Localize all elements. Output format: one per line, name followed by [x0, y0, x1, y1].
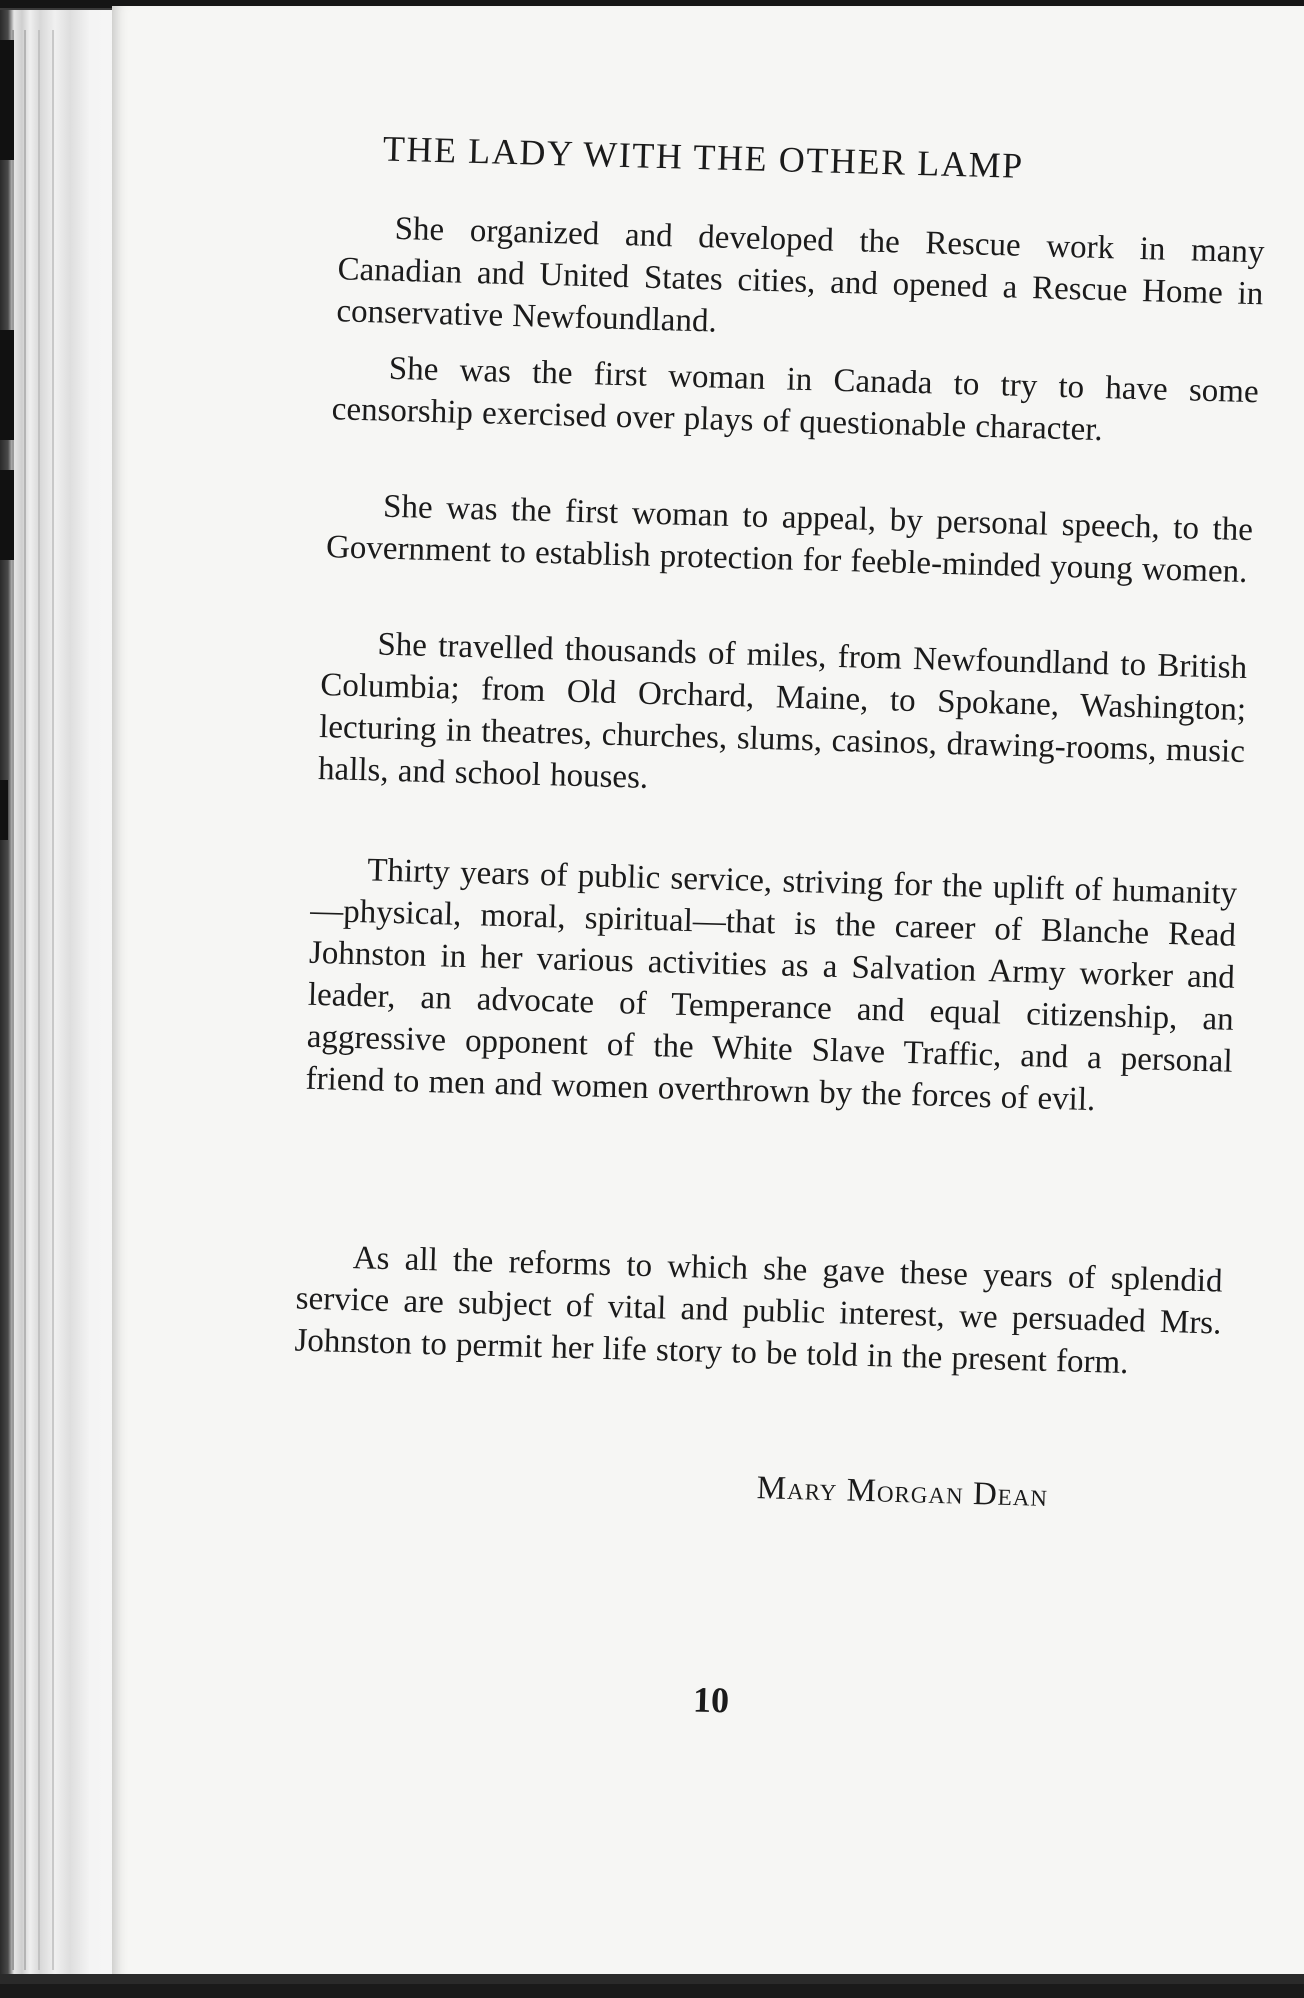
paragraph: Thirty years of public service, striving for the uplift of humanity—physical, moral, spiritual—that is the career of Blanche Read Johnston in her various activities as a Salvation Army worker and leader, an advocate of Temperance and equal citizenship, an aggressive opponent of the White Slave Traffic, and a personal friend to men and women overthrown by the forces of evil. — [305, 852, 1238, 1119]
paragraph: She travelled thousands of miles, from Newfoundland to British Columbia; from Old Orchard, Maine, to Spokane, Washington; lecturing in theatres, churches, slums, casinos, drawing-rooms, music halls, and school houses. — [317, 626, 1248, 796]
page-number: 10 — [692, 1679, 730, 1721]
paragraph: She was the first woman in Canada to try to have some censorship exercised over plays of questionable character. — [331, 350, 1260, 449]
binding-shadow — [0, 330, 14, 440]
binding-shadow — [0, 40, 14, 160]
paragraph: She organized and developed the Rescue work in many Canadian and United States cities, and opened a Rescue Home in conservative Newfoundland. — [335, 210, 1265, 340]
paragraph: She was the first woman to appeal, by personal speech, to the Government to establish protection for feeble-minded young women. — [325, 488, 1254, 591]
page-title: THE LADY WITH THE OTHER LAMP — [382, 128, 1025, 186]
author-signature: Mary Morgan Dean — [756, 1470, 1049, 1514]
paragraph: As all the reforms to which she gave these years of splendid service are subject of vital and public interest, we persuaded Mrs. Johnston to permit her life story to be told in the present form. — [294, 1240, 1224, 1382]
